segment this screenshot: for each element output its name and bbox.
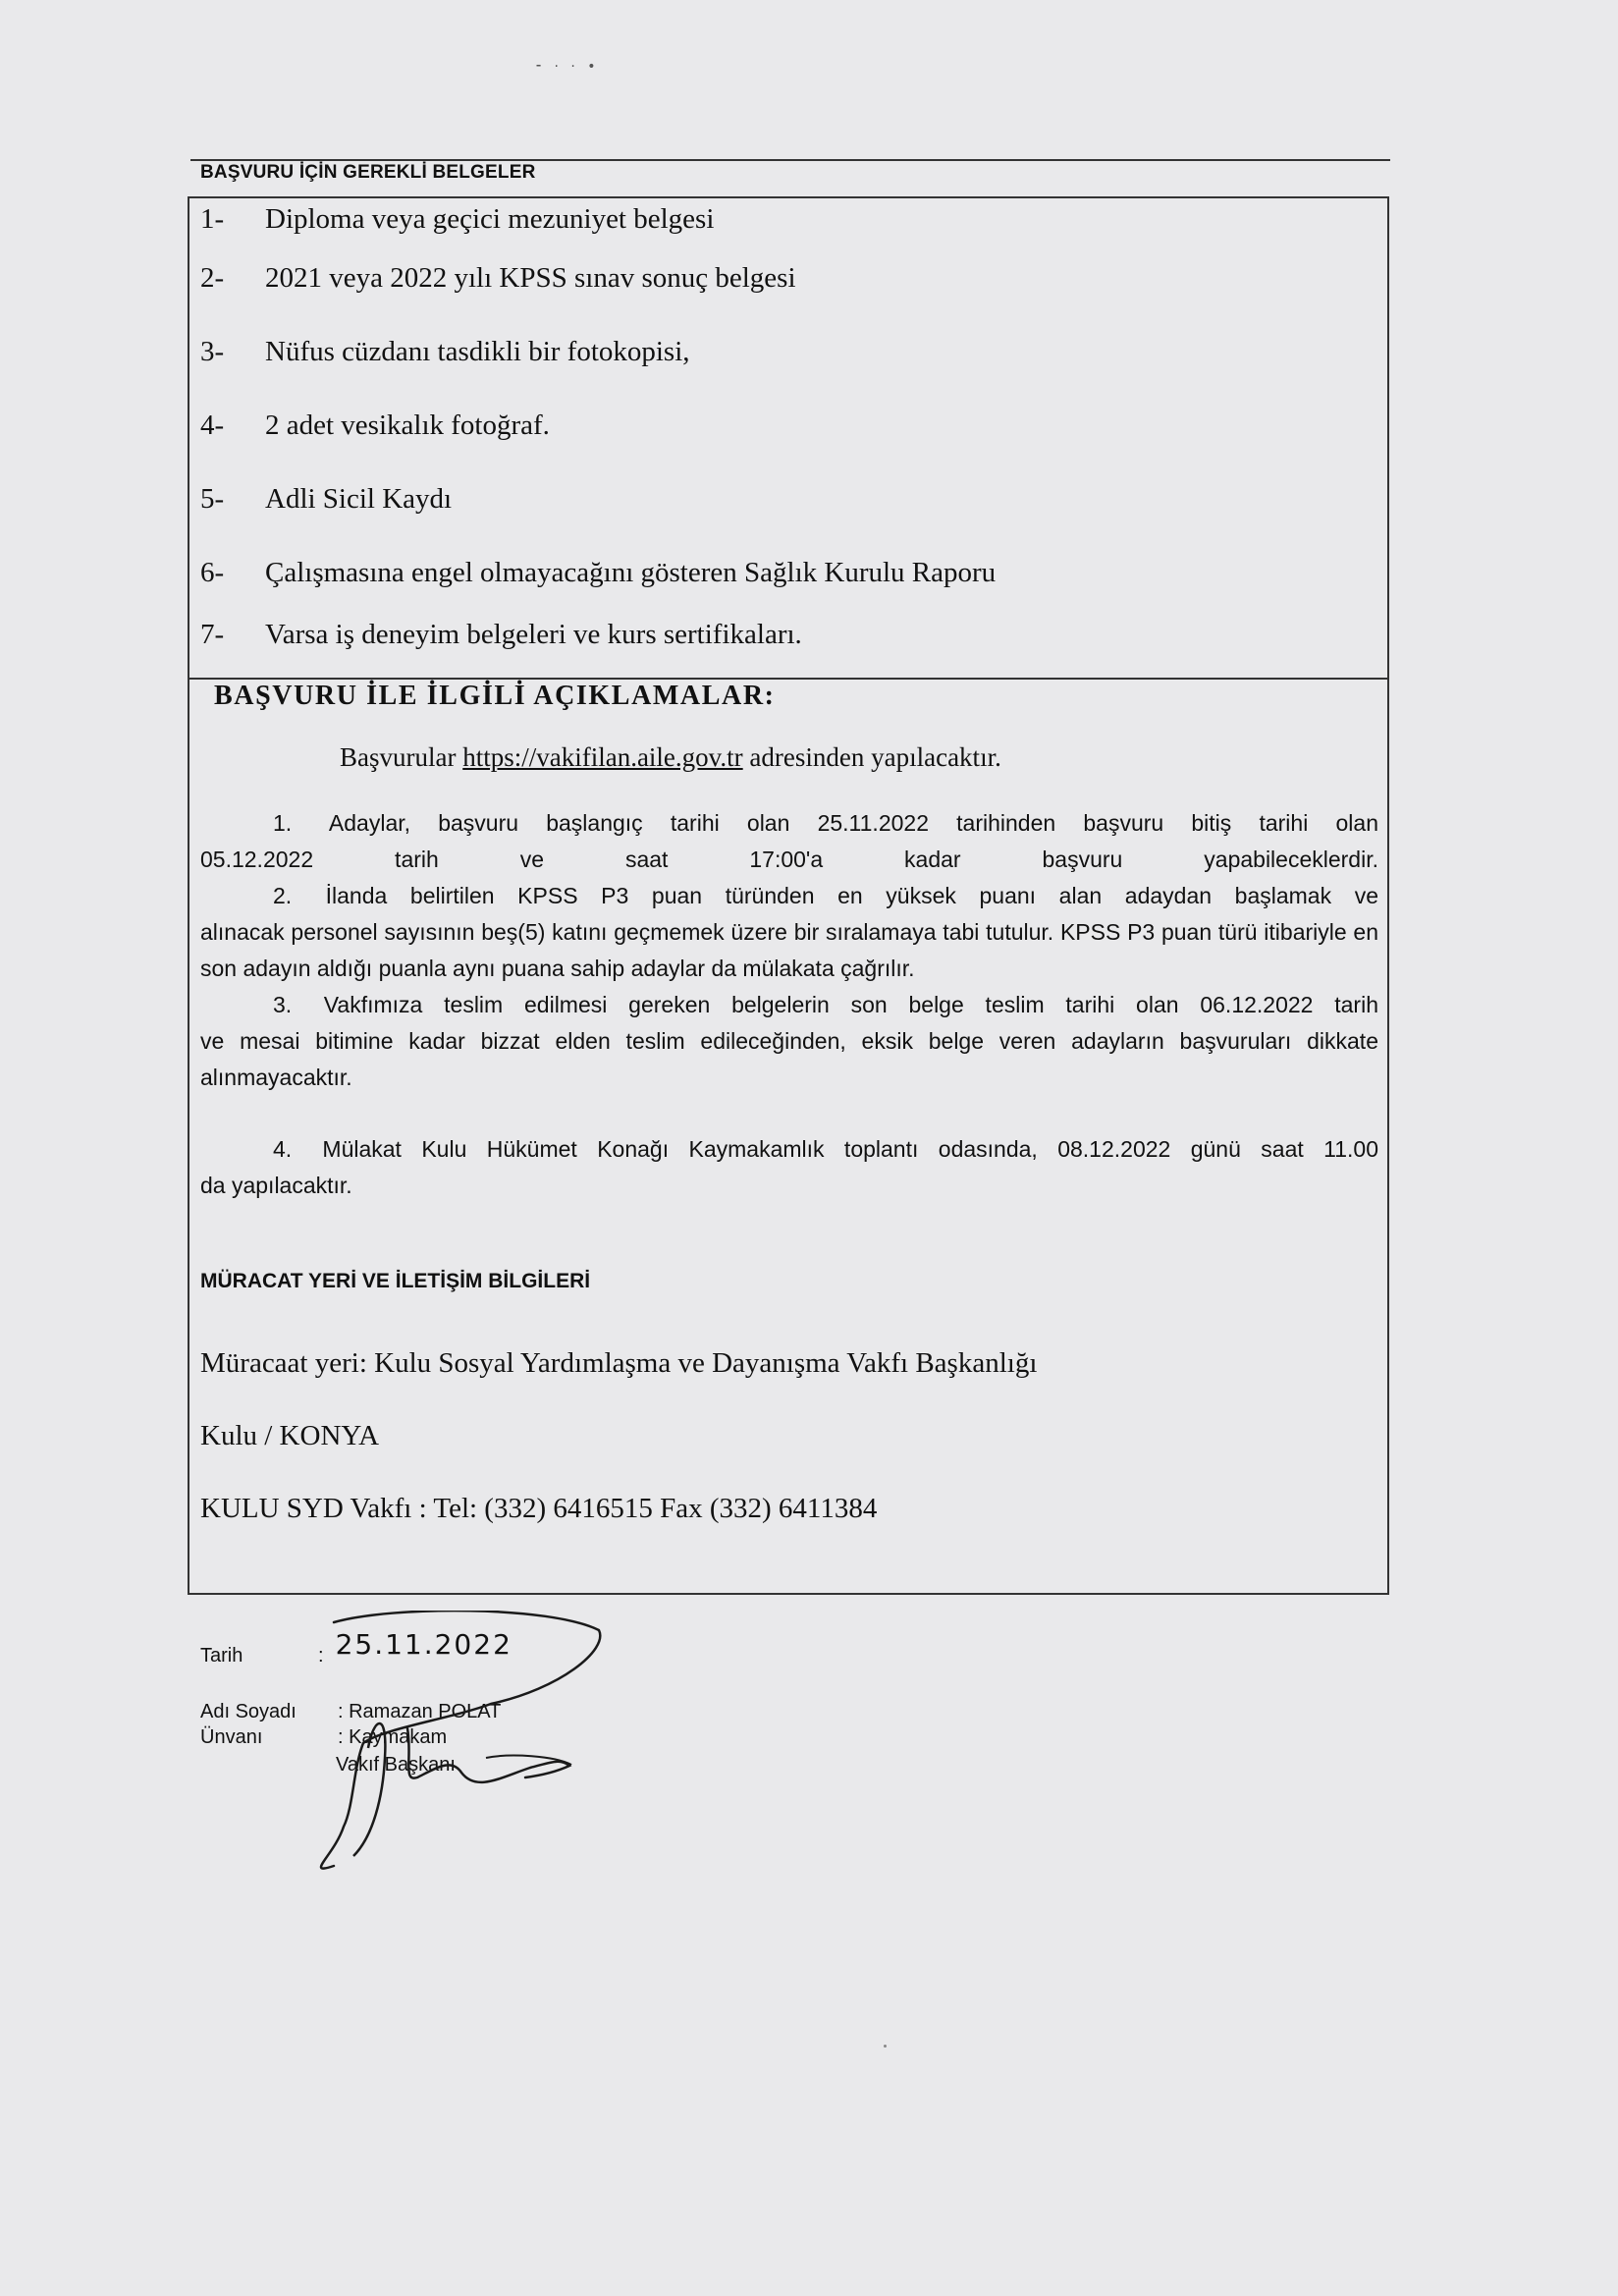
list-item: 4- 2 adet vesikalık fotoğraf. bbox=[200, 410, 550, 441]
handwritten-signature bbox=[314, 1611, 609, 1886]
handwritten-date: 25.11.2022 bbox=[335, 1628, 512, 1661]
scan-specks: ⁃ · · • bbox=[535, 59, 600, 75]
list-item: 2- 2021 veya 2022 yılı KPSS sınav sonuç belgesi bbox=[200, 262, 796, 294]
note-item: 3. Vakfımıza teslim edilmesi gereken belgelerin son belge teslim tarihi olan 06.12.2022 tarih bbox=[273, 992, 1378, 1017]
note-item-cont: 05.12.2022 tarih ve saat 17:00'a kadar başvuru yapabileceklerdir. bbox=[200, 847, 1378, 872]
note-item: 4. Mülakat Kulu Hükümet Konağı Kaymakamlık toplantı odasında, 08.12.2022 günü saat 11.00 bbox=[273, 1136, 1379, 1162]
title-row-2: Vakıf Başkanı bbox=[336, 1754, 456, 1776]
application-url-line: Başvurular https://vakifilan.aile.gov.tr adresinden yapılacaktır. bbox=[340, 742, 1001, 772]
scan-dot bbox=[884, 2045, 887, 2048]
required-documents-list bbox=[200, 196, 1378, 651]
top-rule bbox=[190, 159, 1390, 161]
documents-heading: BAŞVURU İÇİN GEREKLİ BELGELER bbox=[200, 162, 536, 183]
application-link[interactable]: https://vakifilan.aile.gov.tr bbox=[462, 742, 743, 772]
application-place: Müracaat yeri: Kulu Sosyal Yardımlaşma ve Dayanışma Vakfı Başkanlığı bbox=[200, 1347, 1038, 1379]
note-item: 2. İlanda belirtilen KPSS P3 puan türünden en yüksek puanı alan adaydan başlamak ve bbox=[273, 883, 1378, 908]
city: Kulu / KONYA bbox=[200, 1420, 380, 1451]
title-row: Ünvanı : Kaymakam bbox=[200, 1726, 448, 1748]
list-item: 1- Diploma veya geçici mezuniyet belgesi bbox=[200, 202, 715, 235]
section-divider bbox=[188, 678, 1389, 680]
date-row: Tarih : 25.11.2022 bbox=[200, 1628, 512, 1667]
note-item-cont: ve mesai bitimine kadar bizzat elden teslim edileceğinden, eksik belge veren adayların başvuruları dikkate alınmayacaktır. bbox=[200, 1028, 1378, 1090]
list-item: 7- Varsa iş deneyim belgeleri ve kurs sertifikaları. bbox=[200, 619, 802, 650]
list-item: 5- Adli Sicil Kaydı bbox=[200, 483, 453, 515]
notes-list bbox=[200, 805, 1378, 1204]
note-item-cont: da yapılacaktır. bbox=[200, 1173, 352, 1198]
note-item-cont: alınacak personel sayısının beş(5) katını geçmemek üzere bir sıralamaya tabi tutulur. KPSS P3 puan türü itibariyle en son adayın aldığı puanla aynı puana sahip adaylar da mülakata çağrılır. bbox=[200, 919, 1378, 981]
note-item: 1. Adaylar, başvuru başlangıç tarihi olan 25.11.2022 tarihinden başvuru bitiş tarihi olan bbox=[273, 810, 1378, 836]
notes-heading: BAŞVURU İLE İLGİLİ AÇIKLAMALAR: bbox=[214, 681, 776, 711]
list-item: 6- Çalışmasına engel olmayacağını gösteren Sağlık Kurulu Raporu bbox=[200, 557, 997, 588]
phone-fax: KULU SYD Vakfı : Tel: (332) 6416515 Fax (332) 6411384 bbox=[200, 1493, 878, 1524]
list-item: 3- Nüfus cüzdanı tasdikli bir fotokopisi, bbox=[200, 336, 690, 367]
contact-heading: MÜRACAT YERİ VE İLETİŞİM BİLGİLERİ bbox=[200, 1270, 591, 1292]
name-row: Adı Soyadı : Ramazan POLAT bbox=[200, 1701, 502, 1722]
